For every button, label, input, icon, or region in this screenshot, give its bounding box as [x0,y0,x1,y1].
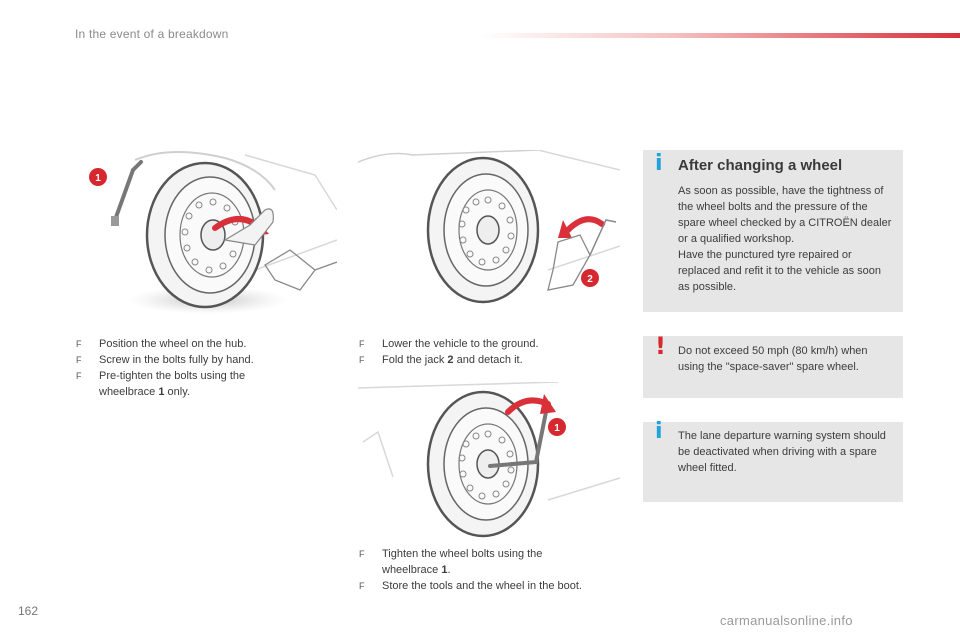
list-item: F Tighten the wheel bolts using the wheelbrace 1. [359,548,543,576]
page-number: 162 [18,604,39,618]
checkbox-bullet-icon: F [76,339,82,349]
illustration-fit-wheel [75,150,337,318]
list-item: F Position the wheel on the hub. [76,338,247,350]
info-icon: i [655,151,663,176]
callout-label: 1 [95,173,101,184]
panel-paragraph: Have the punctured tyre repaired or replaced and refit it to the vehicle as soon as possible. [678,249,882,293]
panel-lane-departure [643,419,903,502]
checkbox-bullet-icon: F [359,355,365,365]
checkbox-bullet-icon: F [359,581,365,591]
header-accent-bar [480,33,960,38]
checkbox-bullet-icon: F [359,339,365,349]
list-item: F Lower the vehicle to the ground. [359,338,539,350]
callout-label: 2 [587,274,593,285]
warning-text: Do not exceed 50 mph (80 km/h) when using the "space-saver" spare wheel. [678,345,868,373]
steps-fit-wheel [76,336,338,400]
info-icon: i [655,419,663,444]
list-item: F Store the tools and the wheel in the boot. [359,580,582,592]
steps-lower-vehicle [359,336,621,368]
illustration-lower-vehicle [358,150,620,310]
warning-exclamation-icon: ! [655,332,666,360]
panel-speed-warning [643,332,903,398]
section-title: In the event of a breakdown [75,27,229,41]
list-item: F Pre-tighten the bolts using the wheelbrace 1 only. [76,370,246,398]
illustration-tighten-bolts [358,382,620,542]
checkbox-bullet-icon: F [76,371,82,381]
callout-label: 1 [554,423,560,434]
checkbox-bullet-icon: F [76,355,82,365]
info-text: The lane departure warning system should be deactivated when driving with a spare wheel fitted. [678,430,886,474]
watermark: carmanualsonline.info [720,613,853,628]
steps-tighten-bolts [359,546,621,594]
panel-paragraph: As soon as possible, have the tightness of the wheel bolts and the pressure of the spare wheel checked by a CITROËN dealer or a qualified workshop. [678,185,892,245]
list-item: F Screw in the bolts fully by hand. [76,354,254,366]
panel-title: After changing a wheel [678,157,843,174]
list-item: F Fold the jack 2 and detach it. [359,354,523,366]
checkbox-bullet-icon: F [359,549,365,559]
panel-after-changing-wheel [643,150,903,312]
